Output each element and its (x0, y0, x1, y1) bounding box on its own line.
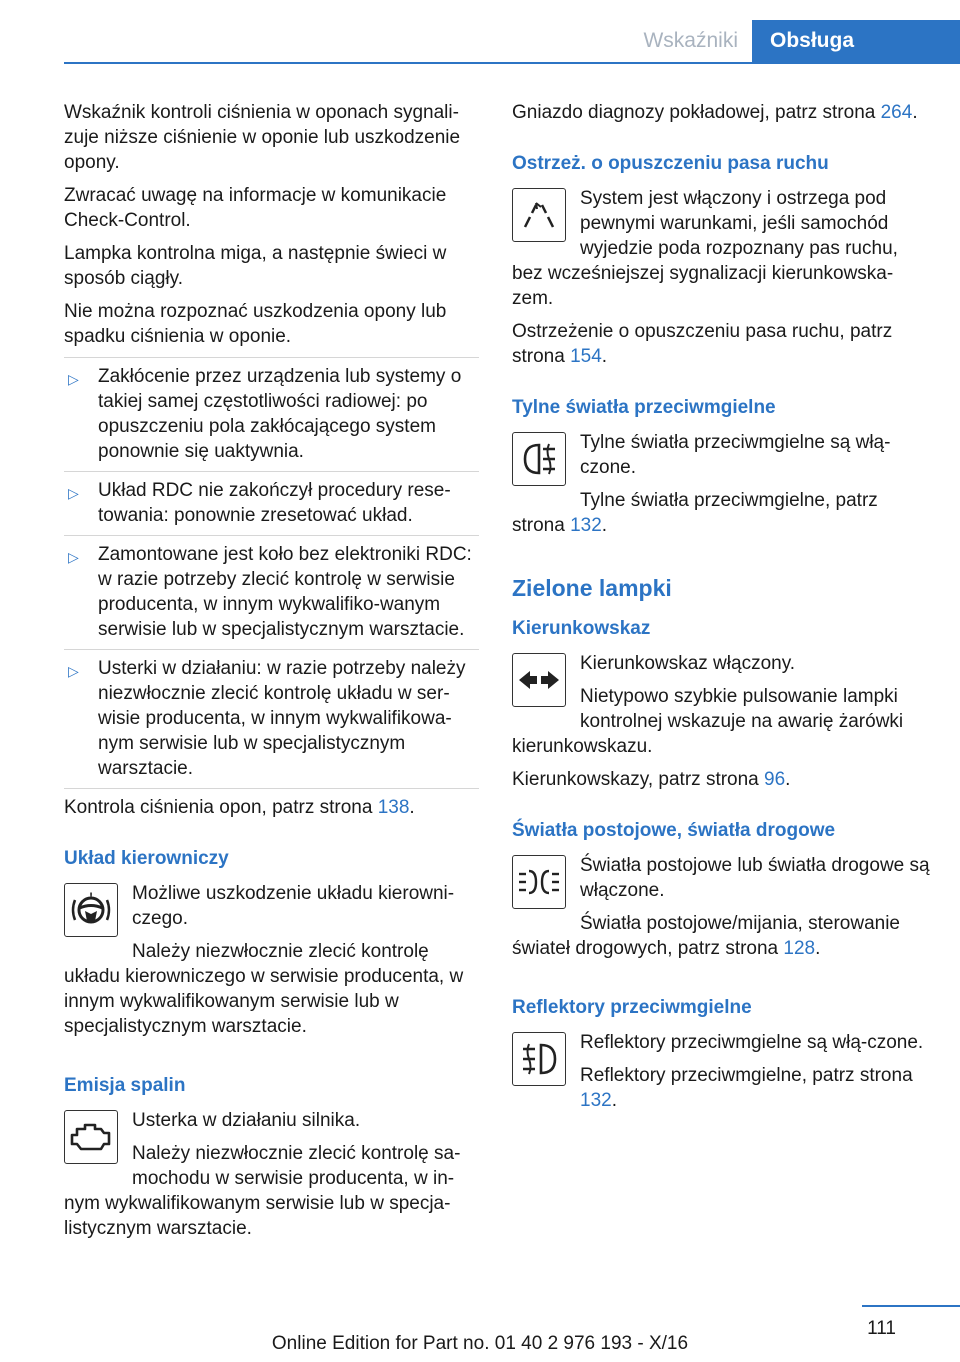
indicator-entry-emission (64, 1108, 479, 1249)
left-column (64, 100, 479, 1249)
section-heading-parking: Światła postojowe, światła drogowe (512, 820, 836, 841)
paragraph: Wskaźnik kontroli ciśnienia w oponach sygnali-zuje niższe ciśnienie w oponie lub uszkodzenie opony. (64, 102, 461, 173)
list-item: ▷ Zamontowane jest koło bez elektroniki RDC: w razie potrzeby zlecić kontrolę w serwisie producenta, w innym wykwalifiko-wanym serwisie lub w specjalistycznym warsztacie. (64, 536, 479, 650)
cross-reference: Gniazdo diagnozy pokładowej, patrz strona 264. (512, 102, 918, 123)
paragraph: Możliwe uszkodzenie układu kierowni-czego. (132, 883, 455, 929)
front-fog-light-icon (512, 1032, 566, 1086)
triangle-bullet-icon: ▷ (68, 549, 79, 565)
cross-reference: Reflektory przeciwmgielne, patrz strona 132. (580, 1065, 913, 1111)
footer-rule (862, 1305, 960, 1307)
engine-check-icon (64, 1110, 118, 1164)
svg-text:!: ! (88, 892, 94, 902)
lane-departure-icon (512, 188, 566, 242)
paragraph: Zwracać uwagę na informacje w komunikacie Check-Control. (64, 185, 447, 231)
indicator-entry-lane (512, 186, 932, 319)
turn-signal-arrows-icon (512, 653, 566, 707)
section-heading-steering: Układ kierowniczy (64, 848, 229, 869)
paragraph: Lampka kontrolna miga, a następnie świeci w sposób ciągły. (64, 243, 447, 289)
paragraph: Nie można rozpoznać uszkodzenia opony lub spadku ciśnienia w oponie. (64, 301, 447, 347)
header-rule (64, 62, 960, 64)
indicator-entry-rear-fog (512, 430, 932, 546)
page-number: 111 (867, 1318, 896, 1339)
paragraph: Usterka w działaniu silnika. (132, 1110, 361, 1131)
paragraph: Kierunkowskaz włączony. (580, 653, 796, 674)
section-heading-lane: Ostrzeż. o opuszczeniu pasa ruchu (512, 153, 829, 174)
right-column (512, 100, 932, 1121)
cross-reference: Kierunkowskazy, patrz strona 96. (512, 769, 791, 790)
cross-reference: Ostrzeżenie o opuszczeniu pasa ruchu, patrz strona 154. (512, 321, 893, 367)
footer-edition: Online Edition for Part no. 01 40 2 976 193 - X/16 (271, 1333, 689, 1354)
list-item: ▷ Usterki w działaniu: w razie potrzeby należy niezwłocznie zlecić kontrolę układu w ser-wisie producenta, w innym wykwalifikowa-nym serwisie lub w specjalistycznym warsztacie. (64, 650, 479, 789)
section-heading-rear-fog: Tylne światła przeciwmgielne (512, 397, 776, 418)
indicator-entry-steering (64, 881, 479, 1047)
paragraph: Należy niezwłocznie zlecić kontrolę sa-mochodu w serwisie producenta, w in-nym wykwalifikowanym serwisie lub w specja-listycznym warsztacie. (64, 1143, 461, 1239)
header-tabs (625, 20, 960, 62)
list-item: ▷ Zakłócenie przez urządzenia lub systemy o takiej samej częstotliwości radiowej: po opuszczeniu pola zakłócającego system ponownie się uaktywnia. (64, 358, 479, 472)
page-link[interactable]: 128 (783, 938, 816, 959)
paragraph: Należy niezwłocznie zlecić kontrolę układu kierowniczego w serwisie producenta, w innym wykwalifikowanym serwisie lub w specjalistycznym warsztacie. (64, 941, 464, 1037)
steering-wheel-warning-icon (64, 883, 118, 937)
paragraph: Światła postojowe lub światła drogowe są włączone. (580, 855, 930, 901)
section-heading-front-fog: Reflektory przeciwmgielne (512, 997, 752, 1018)
indicator-entry-turn (512, 651, 932, 767)
indicator-entry-front-fog (512, 1030, 932, 1121)
paragraph: Reflektory przeciwmgielne są włą-czone. (580, 1032, 924, 1053)
indicator-entry-parking (512, 853, 932, 969)
section-heading-emission: Emisja spalin (64, 1075, 186, 1096)
section-heading-green-lamps: Zielone lampki (512, 575, 672, 601)
bullet-list (64, 357, 479, 789)
tab-chapter: Obsługa (752, 20, 960, 62)
page-link[interactable]: 154 (570, 346, 602, 367)
list-item: ▷ Układ RDC nie zakończył procedury rese-towania: ponownie zresetować układ. (64, 472, 479, 536)
triangle-bullet-icon: ▷ (68, 371, 79, 387)
page-link[interactable]: 132 (570, 515, 602, 536)
paragraph: System jest włączony i ostrzega pod pewnymi warunkami, jeśli samochód wyjedzie poda rozpoznany pas ruchu, bez wcześniejszej sygnalizacji kierunkowska-zem. (512, 188, 898, 309)
paragraph: Nietypowo szybkie pulsowanie lampki kontrolnej wskazuje na awarię żarówki kierunkowskazu. (512, 686, 904, 757)
parking-lights-icon (512, 855, 566, 909)
cross-reference: Kontrola ciśnienia opon, patrz strona 138. (64, 797, 415, 818)
triangle-bullet-icon: ▷ (68, 663, 79, 679)
cross-reference: Tylne światła przeciwmgielne, patrz strona 132. (512, 490, 878, 536)
section-heading-turn: Kierunkowskaz (512, 618, 651, 639)
page-link[interactable]: 96 (764, 769, 786, 790)
rear-fog-light-icon (512, 432, 566, 486)
triangle-bullet-icon: ▷ (68, 485, 79, 501)
paragraph: Tylne światła przeciwmgielne są włą-czone. (580, 432, 891, 478)
cross-reference: Światła postojowe/mijania, sterowanie świateł drogowych, patrz strona 128. (512, 913, 900, 959)
page-link[interactable]: 138 (377, 797, 410, 818)
page-link[interactable]: 132 (580, 1090, 612, 1111)
page-link[interactable]: 264 (880, 102, 913, 123)
tab-section: Wskaźniki (643, 29, 738, 52)
